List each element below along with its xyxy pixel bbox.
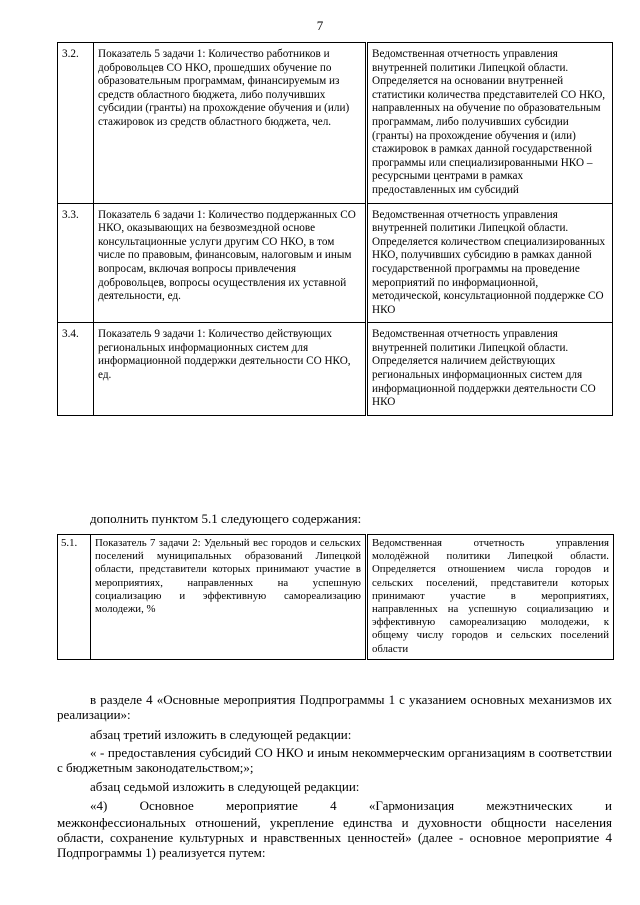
word: межэтнических (486, 798, 573, 813)
source-cell: Ведомственная отчетность управления молодёжной политики Липецкой области. Определяется отношением числа городов и сельских поселений, представители которых принимают участие в мероприятиях, направленных на успешную социализацию и эффективную самореализацию молодежи, к общему числу городов и сельских поселений области (367, 535, 614, 660)
event4-paragraph: межконфессиональных отношений, укрепление единства и духовности общности населения области, сохранение культурных и нравственных ценностей» (далее - основное мероприятие 4 Подпрограммы 1) реализуется путем: (57, 815, 612, 860)
source-cell: Ведомственная отчетность управления внутренней политики Липецкой области. Определяется наличием действующих региональных информационных систем для информационной поддержки деятельности СО НКО (367, 323, 613, 416)
table-row (58, 535, 614, 660)
table-row (58, 203, 613, 323)
indicator-cell: Показатель 6 задачи 1: Количество поддержанных СО НКО, оказывающих на безвозмездной основе консультационные услуги другим СО НКО, в том числе по правовым, финансовым, налоговым и иным вопросам, включая вопросы привлечения добровольцев, вопросы осуществления их уставной деятельности, ед. (94, 203, 367, 323)
indicator-cell: Показатель 7 задачи 2: Удельный вес городов и сельских поселений муниципальных образований Липецкой области, представители которых принимают участие в мероприятиях, направленных на успешную социализацию и эффективную самореализацию молодежи, % (91, 535, 367, 660)
word: мероприятие (226, 798, 298, 813)
indicators-table (57, 42, 613, 416)
row-number: 3.4. (58, 323, 94, 416)
table-row (58, 43, 613, 204)
word: и (605, 798, 612, 813)
event4-first-line (57, 798, 612, 813)
source-cell: Ведомственная отчетность управления внутренней политики Липецкой области. Определяется количеством специализированных НКО, получивших субсидию в рамках данной государственной программы на проведение мероприятий по информационной, методической, консультационной поддержке СО НКО (367, 203, 613, 323)
abzac7-paragraph: абзац седьмой изложить в следующей редакции: (90, 779, 360, 794)
row-number: 3.2. (58, 43, 94, 204)
section4-paragraph: в разделе 4 «Основные мероприятия Подпрограммы 1 с указанием основных механизмов их реализации»: (57, 692, 612, 722)
word: Основное (139, 798, 194, 813)
new-indicator-table (57, 534, 614, 660)
indicator-cell: Показатель 9 задачи 1: Количество действующих региональных информационных систем для информационной поддержки деятельности СО НКО, ед. (94, 323, 367, 416)
source-cell: Ведомственная отчетность управления внутренней политики Липецкой области. Определяется на основании внутренней статистики количества представителей СО НКО, направленных на обучение по образовательным программам, либо получивших субсидии (гранты) на прохождение обучения и (или) стажировок в рамках данной государственной программы или специализированными НКО – ресурсными центрами в рамках предоставленных им субсидий (367, 43, 613, 204)
word: 4 (330, 798, 337, 813)
row-number: 5.1. (58, 535, 91, 660)
quote-paragraph: « - предоставления субсидий СО НКО и иным некоммерческим организациям в соответствии с бюджетным законодательством;»; (57, 745, 612, 775)
indicator-cell: Показатель 5 задачи 1: Количество работников и добровольцев СО НКО, прошедших обучение по образовательным программам, финансируемым из средств областного бюджета, либо получивших субсидии (гранты) на прохождение обучения и (или) стажировок из средств областного бюджета, чел. (94, 43, 367, 204)
table-row (58, 323, 613, 416)
abzac3-paragraph: абзац третий изложить в следующей редакции: (90, 727, 352, 742)
word: «4) (90, 798, 108, 813)
intro-line: дополнить пунктом 5.1 следующего содержания: (90, 511, 362, 526)
row-number: 3.3. (58, 203, 94, 323)
page-number: 7 (316, 18, 324, 33)
word: «Гармонизация (368, 798, 455, 813)
